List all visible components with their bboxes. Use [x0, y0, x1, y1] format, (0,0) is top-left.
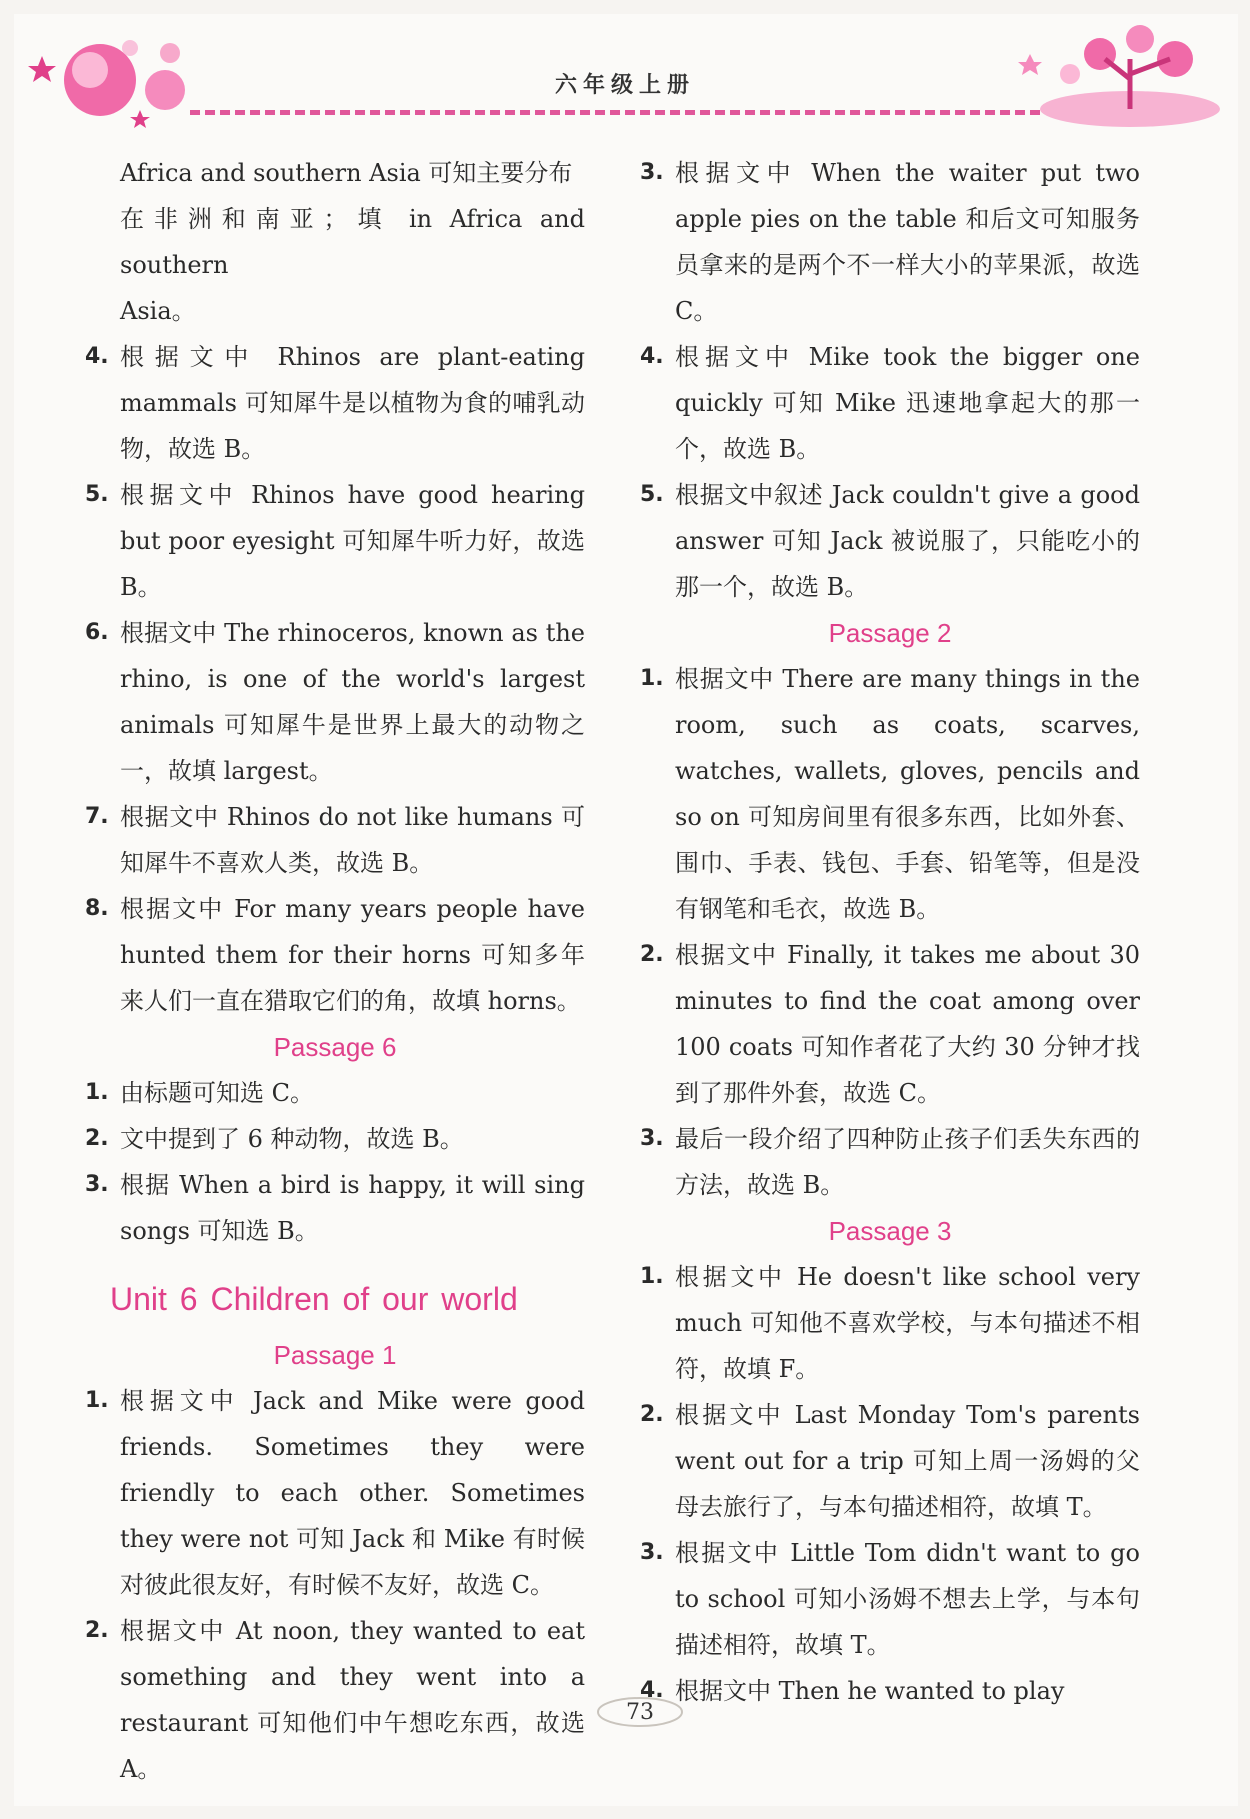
item-number: 3. — [640, 1540, 664, 1565]
item-number: 4. — [640, 344, 664, 369]
answer-item — [640, 932, 1140, 1116]
passage-heading: Passage 1 — [273, 1340, 397, 1370]
right-column — [640, 150, 1140, 1714]
item-text: 根据文中叙述 Jack couldn't give a good answer 可知 Jack 被说服了，只能吃小的那一个，故选 B。 — [675, 481, 1140, 601]
item-text: 根据文中 There are many things in the room, such as coats, scarves, watches, wallets, gloves, pencils and so on 可知房间里有很多东西，比如外套、围巾、手表、钱包、手套、铅笔等，但是没有钢笔和毛衣，故选 B。 — [675, 665, 1140, 923]
answer-item — [85, 1162, 585, 1254]
item-text: 根据文中 Last Monday Tom's parents went out for a trip 可知上周一汤姆的父母去旅行了，与本句描述相符，故填 T。 — [675, 1401, 1140, 1521]
item-number: 2. — [85, 1126, 109, 1151]
answer-item — [640, 1530, 1140, 1668]
item-text: 根据文中 The rhinoceros, known as the rhino, is one of the world's largest animals 可知犀牛是世界上最大的动物之一，故填 largest。 — [120, 619, 585, 785]
item-number: 5. — [640, 482, 664, 507]
item-number: 2. — [85, 1618, 109, 1643]
item-number: 6. — [85, 620, 109, 645]
answer-item — [640, 334, 1140, 472]
answer-item — [85, 886, 585, 1024]
answer-item — [640, 150, 1140, 334]
item-text: 根据文中 Rhinos do not like humans 可知犀牛不喜欢人类，故选 B。 — [120, 803, 585, 877]
item-text: 由标题可知选 C。 — [120, 1079, 314, 1107]
item-text: 根据文中 Little Tom didn't want to go to school 可知小汤姆不想去上学，与本句描述相符，故填 T。 — [675, 1539, 1140, 1659]
answer-item — [85, 1378, 585, 1608]
item-number: 1. — [85, 1080, 109, 1105]
item-text: 根据文中 Rhinos are plant-eating mammals 可知犀牛是以植物为食的哺乳动物，故选 B。 — [120, 343, 585, 463]
item-text: 根据文中 Rhinos have good hearing but poor eyesight 可知犀牛听力好，故选 B。 — [120, 481, 585, 601]
page-number: 73 — [626, 1700, 654, 1725]
item-text: 最后一段介绍了四种防止孩子们丢失东西的方法，故选 B。 — [675, 1125, 1140, 1199]
item-number: 1. — [85, 1388, 109, 1413]
left-column — [85, 150, 585, 1792]
item-text: 根据文中 For many years people have hunted them for their horns 可知多年来人们一直在猎取它们的角，故填 horns。 — [120, 895, 585, 1015]
header-dashed-divider — [190, 110, 1040, 115]
item-text: 根据 When a bird is happy, it will sing songs 可知选 B。 — [120, 1171, 585, 1245]
answer-item — [640, 1116, 1140, 1208]
answer-item — [85, 472, 585, 610]
unit-heading: Unit 6 Children of our world — [110, 1281, 518, 1317]
item-text: 根据文中 Finally, it takes me about 30 minutes to find the coat among over 100 coats 可知作者花了大约 30 分钟才找到了那件外套，故选 C。 — [675, 941, 1140, 1107]
item-number: 7. — [85, 804, 109, 829]
item-number: 2. — [640, 942, 664, 967]
passage-heading: Passage 3 — [828, 1216, 952, 1246]
item-number: 1. — [640, 666, 664, 691]
item-text: 文中提到了 6 种动物，故选 B。 — [120, 1125, 464, 1153]
item-number: 3. — [640, 160, 664, 185]
answer-item — [85, 1608, 585, 1792]
item-text: 根据文中 When the waiter put two apple pies on the table 和后文可知服务员拿来的是两个不一样大小的苹果派，故选 C。 — [675, 159, 1140, 325]
answer-item — [640, 472, 1140, 610]
item-text: 根据文中 Jack and Mike were good friends. Sometimes they were friendly to each other. Sometimes they were not 可知 Jack 和 Mike 有时候对彼此很友好，有时候不友好，故选 C。 — [120, 1387, 585, 1599]
item-number: 2. — [640, 1402, 664, 1427]
item-number: 3. — [640, 1126, 664, 1151]
continued-line: Africa and southern Asia 可知主要分布 — [120, 159, 573, 187]
answer-item — [85, 334, 585, 472]
continued-line: Asia。 — [120, 297, 196, 325]
answer-item — [85, 794, 585, 886]
passage-heading: Passage 6 — [273, 1032, 397, 1062]
item-number: 3. — [85, 1172, 109, 1197]
answer-item — [640, 1392, 1140, 1530]
item-number: 5. — [85, 482, 109, 507]
answer-item — [85, 610, 585, 794]
item-number: 4. — [85, 344, 109, 369]
item-text: 根据文中 He doesn't like school very much 可知他不喜欢学校，与本句描述不相符，故填 F。 — [675, 1263, 1140, 1383]
item-number: 1. — [640, 1264, 664, 1289]
continued-line: 在非洲和南亚；填 in Africa and southern — [120, 205, 585, 279]
answer-item — [640, 656, 1140, 932]
item-text: 根据文中 Mike took the bigger one quickly 可知 Mike 迅速地拿起大的那一个，故选 B。 — [675, 343, 1140, 463]
page-header-title: 六年级上册 — [554, 72, 695, 98]
item-number: 8. — [85, 896, 109, 921]
answer-item — [640, 1668, 1140, 1714]
item-number: 4. — [640, 1678, 664, 1703]
passage-heading: Passage 2 — [828, 618, 952, 648]
answer-item — [85, 1116, 585, 1162]
item-text: 根据文中 Then he wanted to play — [675, 1677, 1065, 1705]
answer-item — [85, 1070, 585, 1116]
item-text: 根据文中 At noon, they wanted to eat something and they went into a restaurant 可知他们中午想吃东西，故选 A。 — [120, 1617, 585, 1783]
answer-item — [640, 1254, 1140, 1392]
